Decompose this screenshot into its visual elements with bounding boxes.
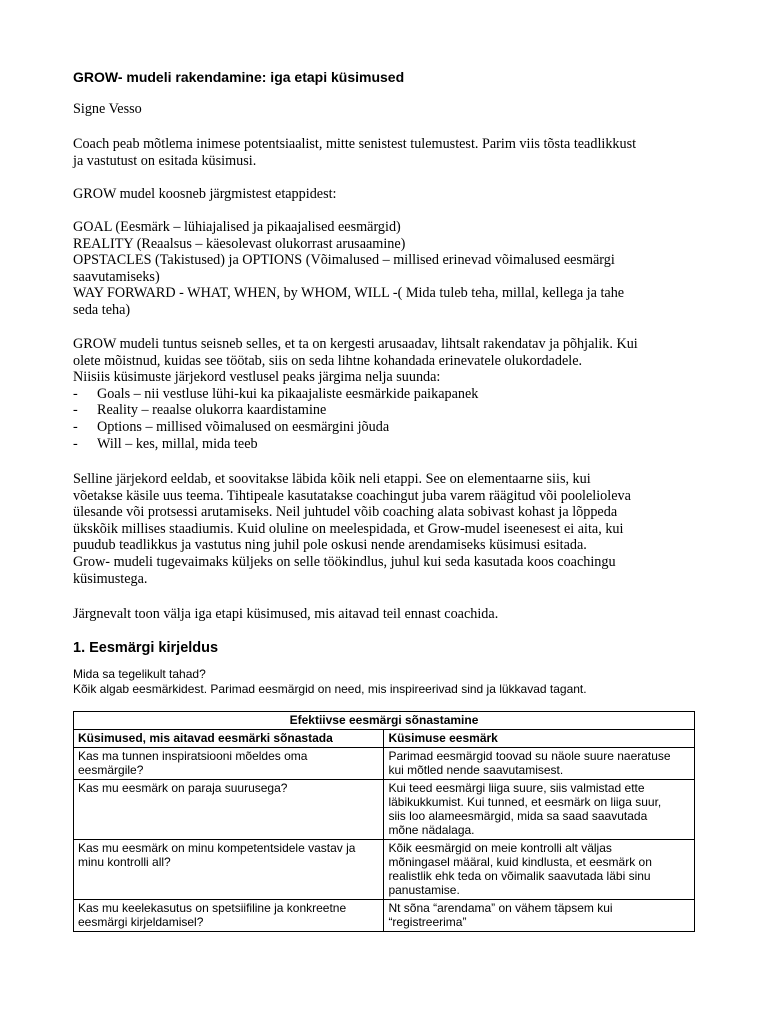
direction-item: - Options – millised võimalused on eesmärgini jõuda (73, 418, 390, 435)
direction-item: - Will – kes, millal, mida teeb (73, 435, 258, 452)
purpose-cell: Kui teed eesmärgi liiga suure, siis valmistad ette läbikukkumist. Kui tunned, et eesmärk on liiga suur, siis loo alameesmärgid, mida sa saad saavutada mõne nädalaga. (384, 780, 695, 840)
table-row (74, 900, 695, 932)
question-cell: Kas mu eesmärk on paraja suurusega? (74, 780, 384, 840)
stages-intro: GROW mudel koosneb järgmistest etappidest: (73, 186, 337, 202)
column-header-purpose: Küsimuse eesmärk (384, 730, 695, 748)
purpose-cell: Kõik eesmärgid on meie kontrolli alt väljas mõningasel määral, kuid kindlusta, et eesmärk on realistlik ehk teda on võimalik saavutada läbi sinu panustamise. (384, 840, 695, 900)
table-row (74, 748, 695, 780)
dash-bullet: - (73, 402, 78, 419)
stage-line: seda teha) (73, 301, 131, 318)
stage-line: OPSTACLES (Takistused) ja OPTIONS (Võimalused – millised erinevad võimalused eesmärgi (73, 252, 615, 269)
direction-item: - Goals – nii vestluse lühi-kui ka pikaajaliste eesmärkide paikapanek (73, 385, 479, 402)
table-row (74, 840, 695, 900)
popularity-paragraph: GROW mudeli tuntus seisneb selles, et ta on kergesti arusaadav, lihtsalt rakendatav ja põhjalik. Kui olete mõistnud, kuidas see töötab, siis on seda lihtne kohandada erinevatele olukordadele. Niisiis küsimuste järjekord vestlusel peaks järgima nelja suunda: - Goals – nii vestluse lühi-kui ka pikaajaliste eesmärkide paikapanek - Reality – reaalse olukorra kaardistamine - Options – millised võimalused on eesmärgini jõuda - Will – kes, millal, mida teeb (73, 336, 701, 452)
stage-line: saavutamiseks) (73, 268, 160, 285)
dash-bullet: - (73, 435, 78, 452)
goal-table (73, 711, 695, 932)
dash-bullet: - (73, 418, 78, 435)
stages-list (73, 219, 701, 319)
purpose-cell: Nt sõna “arendama” on vähem täpsem kui “registreerima” (384, 900, 695, 932)
column-header-questions: Küsimused, mis aitavad eesmärki sõnastada (74, 730, 384, 748)
question-cell: Kas mu keelekasutus on spetsiifiline ja konkreetne eesmärgi kirjeldamisel? (74, 900, 384, 932)
order-paragraph: Selline järjekord eeldab, et soovitakse läbida kõik neli etappi. See on elementaarne siis, kui võetakse käsile uus teema. Tihtipeale kasutatakse coachingut juba varem räägitud või poolelioleva ülesande või protsessi arutamiseks. Neil juhtudel võib coaching alata sobivast kohast ja lõppeda ükskõik millises staadiumis. Kuid oluline on meelespidada, et Grow-mudel iseenesest ei aita, kui puudub teadlikkus ja vastutus ning juhil pole oskusi nende arendamiseks küsimusi esitada. Grow- mudeli tugevaimaks küljeks on selle töökindlus, juhul kui seda kasutada koos coachingu küsimustega. (73, 471, 631, 587)
stage-line: WAY FORWARD - WHAT, WHEN, by WHOM, WILL -( Mida tuleb teha, millal, kellega ja tahe (73, 285, 625, 302)
direction-item: - Reality – reaalse olukorra kaardistamine (73, 402, 327, 419)
author-name: Signe Vesso (73, 101, 142, 117)
stage-line: REALITY (Reaalsus – käesolevast olukorrast arusaamine) (73, 235, 406, 252)
section-note: Kõik algab eesmärkidest. Parimad eesmärgid on need, mis inspireerivad sind ja lükkavad tagant. (73, 682, 587, 696)
next-paragraph: Järgnevalt toon välja iga etapi küsimused, mis aitavad teil ennast coachida. (73, 606, 499, 622)
intro-paragraph: Coach peab mõtlema inimese potentsiaalist, mitte senistest tulemustest. Parim viis tõsta teadlikkust ja vastutust on esitada küsimusi. (73, 136, 637, 169)
question-cell: Kas ma tunnen inspiratsiooni mõeldes oma eesmärgile? (74, 748, 384, 780)
dash-bullet: - (73, 385, 78, 402)
section-heading: 1. Eesmärgi kirjeldus (73, 640, 219, 656)
purpose-cell: Parimad eesmärgid toovad su näole suure naeratuse kui mõtled nende saavutamisest. (384, 748, 695, 780)
section-question: Mida sa tegelikult tahad? (73, 667, 206, 681)
document-title: GROW- mudeli rakendamine: iga etapi küsimused (73, 69, 405, 85)
table-caption: Efektiivse eesmärgi sõnastamine (74, 712, 695, 730)
table-row (74, 780, 695, 840)
question-cell: Kas mu eesmärk on minu kompetentsidele vastav ja minu kontrolli all? (74, 840, 384, 900)
section-intro (73, 667, 701, 697)
stage-line: GOAL (Eesmärk – lühiajalised ja pikaajalised eesmärgid) (73, 219, 401, 235)
